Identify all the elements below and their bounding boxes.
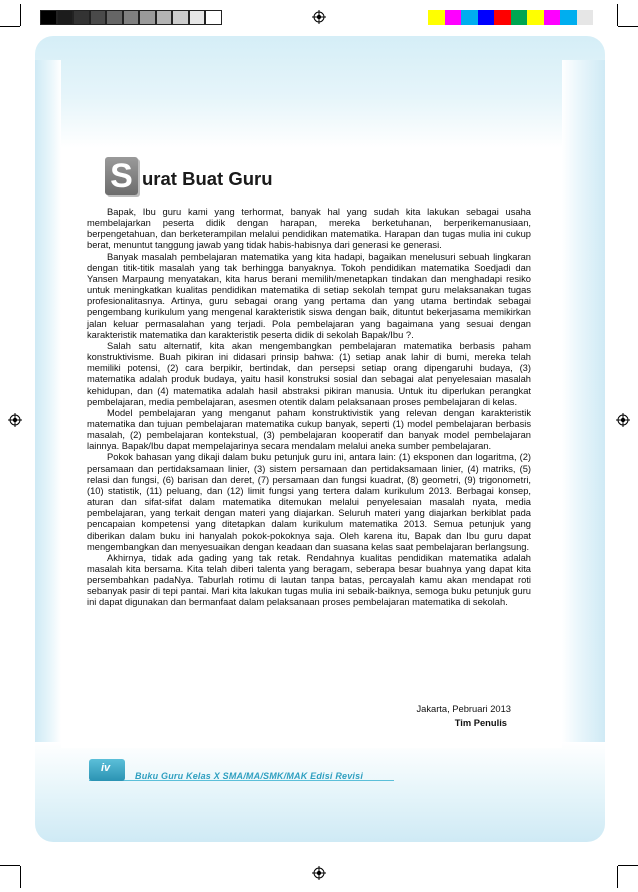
gray-swatch <box>106 10 123 25</box>
registration-mark-left <box>8 413 22 427</box>
title-text: urat Buat Guru <box>142 168 273 189</box>
page-frame-top <box>35 36 605 148</box>
color-calibration-bar <box>428 10 593 25</box>
letter-body <box>87 207 531 609</box>
paragraph: Model pembelajaran yang menganut paham konstruktivistik yang relevan dengan karakteristik matematika dan tujuan pembelajaran matematika cukup banyak, seperti (1) model pembelajaran berbasis masalah, (2) pembelajaran kontekstual, (3) pembelajaran kooperatif dan banyak model pembelajaran lainnya. Bapak/Ibu dapat mempelajarinya secara mendalam melalui aneka sumber pembelajaran. <box>87 407 531 452</box>
gray-swatch <box>73 10 90 25</box>
gray-swatch <box>90 10 107 25</box>
color-swatch <box>478 10 495 25</box>
paragraph: Salah satu alternatif, kita akan mengembangkan pembelajaran matematika berbasis paham konstruktivisme. Buah pikiran ini didasari prinsip bahwa: (1) setiap anak lahir di bumi, mereka telah memiliki potensi, (2) cara berpikir, bertindak, dan persepsi setiap orang dipengaruhi budaya, (3) matematika adalah produk budaya, yaitu hasil konstruksi sosial dan sebagai alat penyelesaian masalah kehidupan, dan (4) matematika adalah hasil abstraksi pikiran manusia. Untuk itu diperlukan perangkat pembelajaran, media pembelajaran, asesmen otentik dalam pelaksanaan proses pembelajaran di kelas. <box>87 340 531 407</box>
color-swatch <box>577 10 594 25</box>
crop-mark <box>618 865 638 866</box>
registration-mark-top <box>312 10 326 24</box>
crop-mark <box>0 26 20 27</box>
page-frame-right <box>562 60 605 760</box>
signature-author: Tim Penulis <box>454 718 507 728</box>
color-swatch <box>560 10 577 25</box>
crop-mark <box>20 866 21 888</box>
gray-swatch <box>205 10 222 25</box>
gray-swatch <box>139 10 156 25</box>
crop-mark <box>20 4 21 26</box>
gray-swatch <box>40 10 57 25</box>
color-swatch <box>511 10 528 25</box>
crop-mark <box>0 865 20 866</box>
page-frame-bottom <box>35 742 605 842</box>
page-title <box>105 153 273 195</box>
registration-mark-right <box>616 413 630 427</box>
page-number: iv <box>89 759 125 781</box>
title-initial: S <box>105 157 138 195</box>
color-swatch <box>461 10 478 25</box>
page-frame-left <box>35 60 61 760</box>
gray-swatch <box>189 10 206 25</box>
gray-swatch <box>123 10 140 25</box>
crop-mark <box>617 4 618 26</box>
color-swatch <box>527 10 544 25</box>
color-swatch <box>544 10 561 25</box>
color-swatch <box>428 10 445 25</box>
signature-place-date: Jakarta, Pebruari 2013 <box>416 704 511 714</box>
paragraph: Bapak, Ibu guru kami yang terhormat, banyak hal yang sudah kita lakukan sebagai usaha membelajarkan peserta didik dengan harapan, mereka berketuhanan, berperikemanusiaan, berpengetahuan, dan berketerampilan melalui pendidikan matematika. Harapan dan tugas mulia ini cukup berat, menuntut tanggung jawab yang tidak habis-habisnya dari generasi ke generasi. <box>87 207 531 251</box>
paragraph: Pokok bahasan yang dikaji dalam buku petunjuk guru ini, antara lain: (1) eksponen dan logaritma, (2) persamaan dan pertidaksamaan linier, (3) sistem persamaan dan pertidaksamaan linier, (4) matriks, (5) relasi dan fungsi, (6) barisan dan deret, (7) persamaan dan fungsi kuadrat, (8) geometri, (9) trigonometri, (10) statistik, (11) peluang, dan (12) limit fungsi yang tertera dalam kurikulum 2013. Berbagai konsep, aturan dan sifat-sifat dalam matematika ditemukan melalui penyelesaian masalah nyata, media pembelajaran, yang terkait dengan materi yang diajarkan. Seluruh materi yang diajarkan berkiblat pada pencapaian kompetensi yang ditetapkan dalam kurikulum matematika 2013. Semua petunjuk yang diberikan dalam buku ini hanyalah pokok-pokoknya saja. Oleh karena itu, Bapak dan Ibu guru dapat mengembangkan dan menyesuaikan dengan keadaan dan suasana kelas saat pembelajaran berlangsung. <box>87 452 531 552</box>
crop-mark <box>617 866 618 888</box>
color-swatch <box>494 10 511 25</box>
color-swatch <box>445 10 462 25</box>
gray-swatch <box>156 10 173 25</box>
gray-swatch <box>57 10 74 25</box>
gray-swatch <box>172 10 189 25</box>
crop-mark <box>618 26 638 27</box>
grayscale-calibration-bar <box>40 10 222 25</box>
footer-book-title: Buku Guru Kelas X SMA/MA/SMK/MAK Edisi Revisi <box>135 771 364 781</box>
paragraph: Banyak masalah pembelajaran matematika yang kita hadapi, bagaikan menelusuri sebuah lingkaran dengan titik-titik masalah yang tak berhingga banyaknya. Tokoh pendidikan matematika Soedjadi dan Yansen Marpaung menyatakan, kita harus berani memilih/menetapkan tindakan dan menghadapi resiko untuk meningkatkan kualitas pendidikan matematika di setiap sekolah tempat guru melaksanakan tugas profesionalitasnya. Artinya, guru sebagai orang yang pertama dan yang utama bertindak sebagai pengembang kurikulum yang mengenal karakteristik siswa dengan baik, dituntut bekerjasama memikirkan jalan keluar permasalahan yang terjadi. Pola pembelajaran yang bagaimana yang sesuai dengan karakteristik matematika dan karakteristik peserta didik di sekolah Bapak/Ibu ?. <box>87 251 531 340</box>
paragraph: Akhirnya, tidak ada gading yang tak retak. Rendahnya kualitas pendidikan matematika adalah masalah kita bersama. Kita telah diberi talenta yang beragam, seberapa besar buahnya yang dapat kita persembahkan padaNya. Taburlah rotimu di lautan tanpa batas, percayalah kamu akan mendapat roti sebanyak pasir di tepi pantai. Mari kita lakukan tugas mulia ini sebaik-baiknya, semoga buku petunjuk guru ini dapat digunakan dan bermanfaat dalam pelaksanaan proses pembelajaran matematika di sekolah. <box>87 552 531 608</box>
registration-mark-bottom <box>312 866 326 880</box>
